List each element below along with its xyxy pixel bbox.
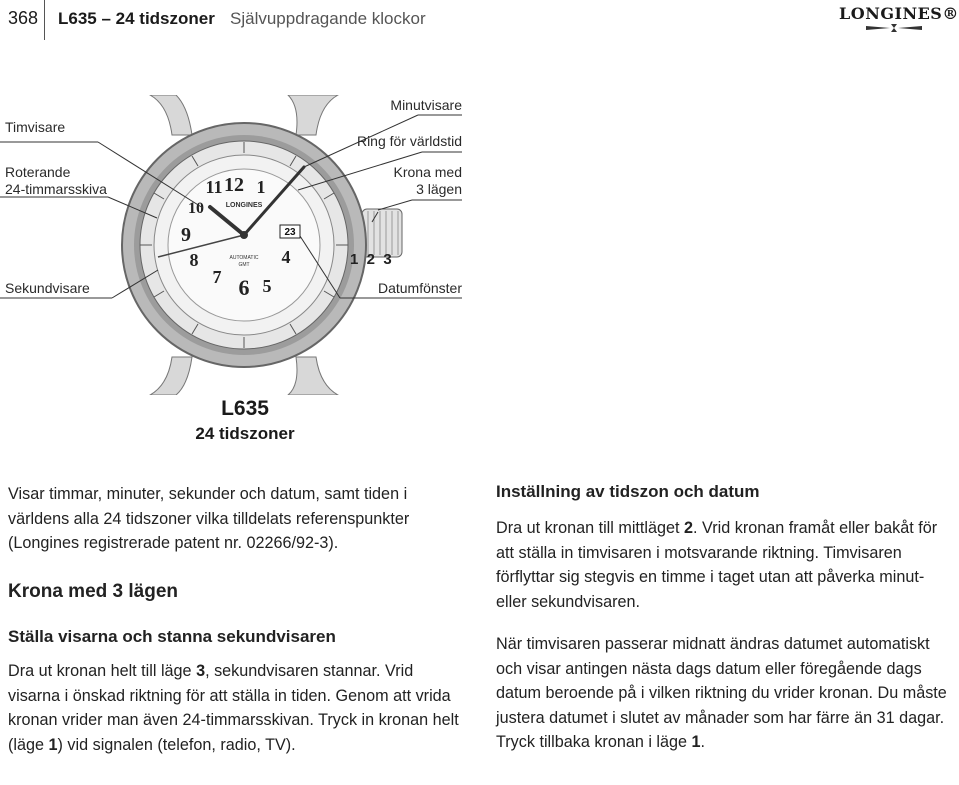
numeral-12: 12 — [224, 174, 244, 196]
label-second-hand: Sekundvisare — [5, 280, 90, 296]
text-run: , sekundvisaren stannar. Vrid visarna i önskad riktning för att ställa in tiden. Genom att vrida kronan vrider man även 24-timmarsskivan. Tryck in kronan helt (läge — [8, 662, 459, 754]
dial-gmt: GMT — [238, 262, 250, 268]
numeral-10: 10 — [188, 200, 204, 217]
set-hands-paragraph — [8, 659, 468, 757]
timezone-paragraph — [496, 516, 952, 614]
text-run: ) vid signalen (telefon, radio, TV). — [57, 735, 296, 754]
crown-positions: 1 2 3 — [350, 251, 392, 268]
label-crown-line1: Krona med — [393, 164, 462, 180]
label-hour-hand: Timvisare — [5, 119, 66, 135]
dial-brand: LONGINES — [225, 202, 263, 209]
subheading-set-hands: Ställa visarna och stanna sekundvisaren — [8, 627, 336, 646]
logo-wordmark: LONGINES® — [839, 4, 959, 23]
label-crown-line2: 3 lägen — [416, 181, 462, 197]
numeral-7: 7 — [212, 267, 222, 287]
label-rotating-disc-line2: 24-timmarsskiva — [5, 181, 107, 197]
text-run: Dra ut kronan helt till läge — [8, 662, 197, 680]
page-subtitle: Självuppdragande klockor — [230, 9, 426, 28]
label-minute-hand: Minutvisare — [390, 97, 462, 113]
bold-position: 1 — [691, 733, 701, 751]
text-run: Dra ut kronan till mittläget — [496, 519, 685, 537]
numeral-8: 8 — [189, 250, 199, 270]
numeral-4: 4 — [281, 247, 291, 267]
label-rotating-disc-line1: Roterande — [5, 164, 71, 180]
heading-timezone-date: Inställning av tidszon och datum — [496, 482, 760, 501]
text-run: När timvisaren passerar midnatt ändras datumet automatiskt och visar antingen nästa dags datum eller föregående dags datum beroende på i vilken riktning du vrider kronan. Du måste justera datumet i slutet av månader som har färre än 31 dagar. Tryck tillbaka kronan i läge — [496, 635, 947, 751]
date-paragraph — [496, 632, 952, 755]
text-run: . — [700, 733, 706, 751]
page-number: 368 — [7, 8, 38, 28]
bold-position: 2 — [684, 519, 694, 537]
numeral-9: 9 — [181, 224, 191, 246]
bold-position: 1 — [48, 735, 58, 754]
intro-paragraph: Visar timmar, minuter, sekunder och datum, samt tiden i världens alla 24 tidszoner vilka tilldelats referenspunkter (Longines registrerade patent nr. 02266/92-3). — [8, 485, 410, 552]
bold-position: 3 — [196, 662, 206, 680]
date-value: 23 — [284, 227, 296, 238]
page-title: L635 – 24 tidszoner — [58, 9, 215, 28]
label-date-window: Datumfönster — [377, 280, 462, 296]
numeral-5: 5 — [262, 276, 272, 296]
dial-automatic: AUTOMATIC — [229, 255, 259, 261]
numeral-11: 11 — [205, 177, 223, 197]
numeral-6: 6 — [238, 275, 250, 300]
model-name: 24 tidszoner — [195, 424, 295, 443]
numeral-1: 1 — [256, 177, 266, 197]
label-world-time-ring: Ring för världstid — [356, 133, 462, 149]
model-code: L635 — [221, 397, 269, 420]
section-heading-crown: Krona med 3 lägen — [8, 581, 178, 602]
text-run: . Vrid kronan framåt eller bakåt för att ställa in timvisaren i motsvarande riktning. Timvisaren förflyttar sig stegvis en timme i taget utan att påverka minut- eller sekundvisaren. — [496, 519, 938, 611]
